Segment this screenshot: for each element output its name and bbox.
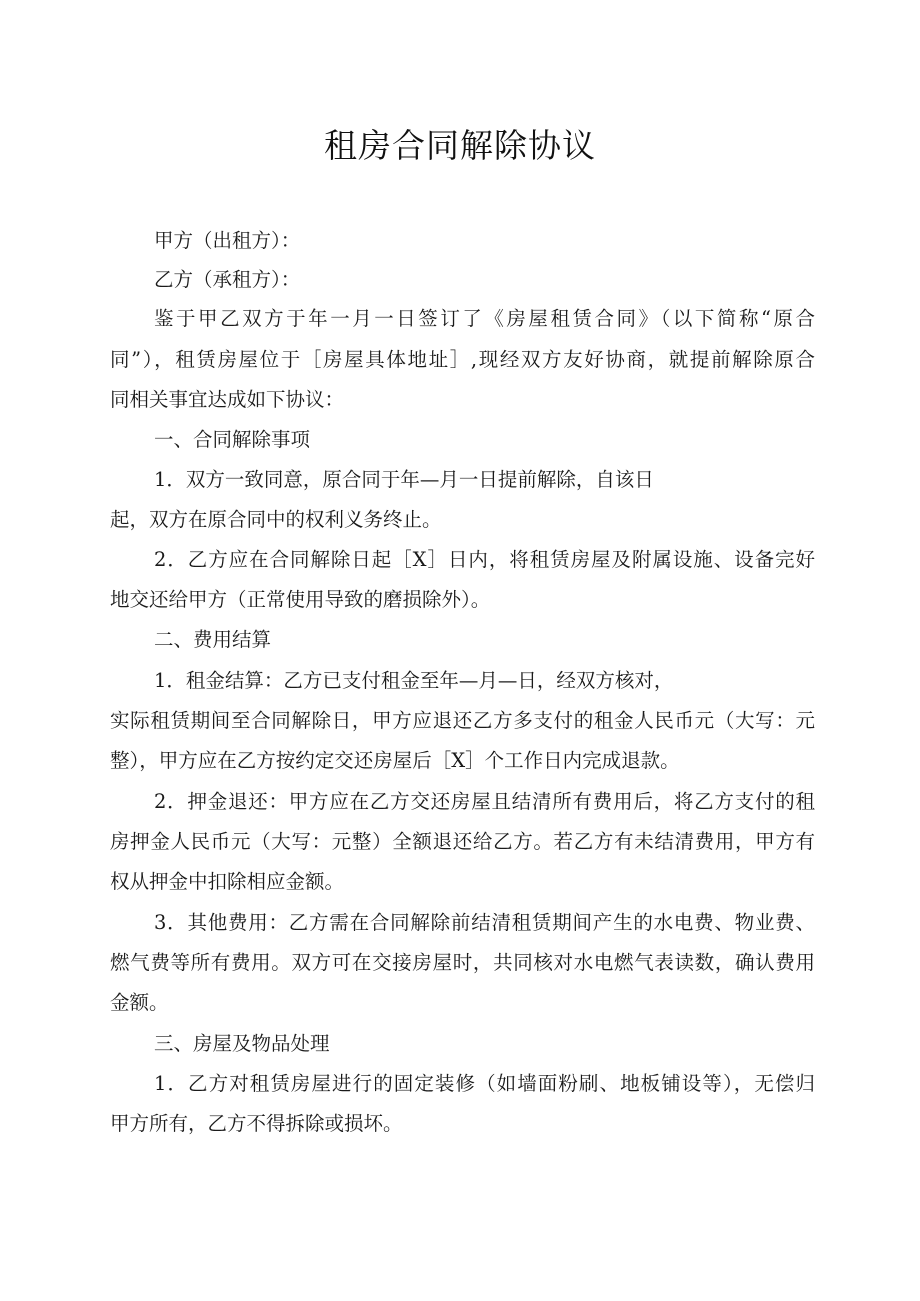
paragraph-line: 权从押金中扣除相应金额。 (110, 870, 345, 893)
paragraph-line: 甲方所有，乙方不得拆除或损坏。 (110, 1112, 403, 1135)
document-title: 租房合同解除协议 (324, 126, 596, 165)
paragraph-line: 1．双方一致同意，原合同于年—月一日提前解除，自该日 (154, 468, 654, 491)
paragraph-line: 实际租赁期间至合同解除日，甲方应退还乙方多支付的租金人民币元（大写：元 (110, 709, 815, 732)
paragraph-line: 1．乙方对租赁房屋进行的固定装修（如墙面粉刷、地板铺设等），无偿归 (154, 1072, 815, 1095)
party-a-line: 甲方（出租方）： (154, 229, 301, 252)
paragraph-line: 3．其他费用：乙方需在合同解除前结清租赁期间产生的水电费、物业费、 (154, 911, 815, 934)
paragraph-line: 起，双方在原合同中的权利义务终止。 (110, 508, 442, 531)
paragraph-line: 1．租金结算：乙方已支付租金至年—月—日，经双方核对， (154, 669, 674, 692)
section-heading: 一、合同解除事项 (154, 428, 311, 451)
paragraph-line: 同相关事宜达成如下协议： (110, 388, 345, 411)
paragraph-line: 2．押金退还：甲方应在乙方交还房屋且结清所有费用后，将乙方支付的租 (154, 790, 815, 813)
paragraph-line: 同”），租赁房屋位于［房屋具体地址］,现经双方友好协商，就提前解除原合 (110, 348, 815, 371)
paragraph-line: 房押金人民币元（大写：元整）全额退还给乙方。若乙方有未结清费用，甲方有 (110, 830, 815, 853)
section-heading: 三、房屋及物品处理 (154, 1032, 330, 1055)
paragraph-line: 地交还给甲方（正常使用导致的磨损除外）。 (110, 588, 491, 611)
paragraph-line: 整），甲方应在乙方按约定交还房屋后［X］个工作日内完成退款。 (110, 749, 680, 772)
paragraph-line: 金额。 (110, 991, 169, 1014)
paragraph-line: 鉴于甲乙双方于年一月一日签订了《房屋租赁合同》（以下简称“原合 (154, 307, 815, 330)
party-b-line: 乙方（承租方）： (154, 268, 301, 291)
paragraph-line: 燃气费等所有费用。双方可在交接房屋时，共同核对水电燃气表读数，确认费用 (110, 951, 815, 974)
section-heading: 二、费用结算 (154, 628, 272, 651)
paragraph-line: 2．乙方应在合同解除日起［X］日内，将租赁房屋及附属设施、设备完好 (154, 548, 815, 571)
